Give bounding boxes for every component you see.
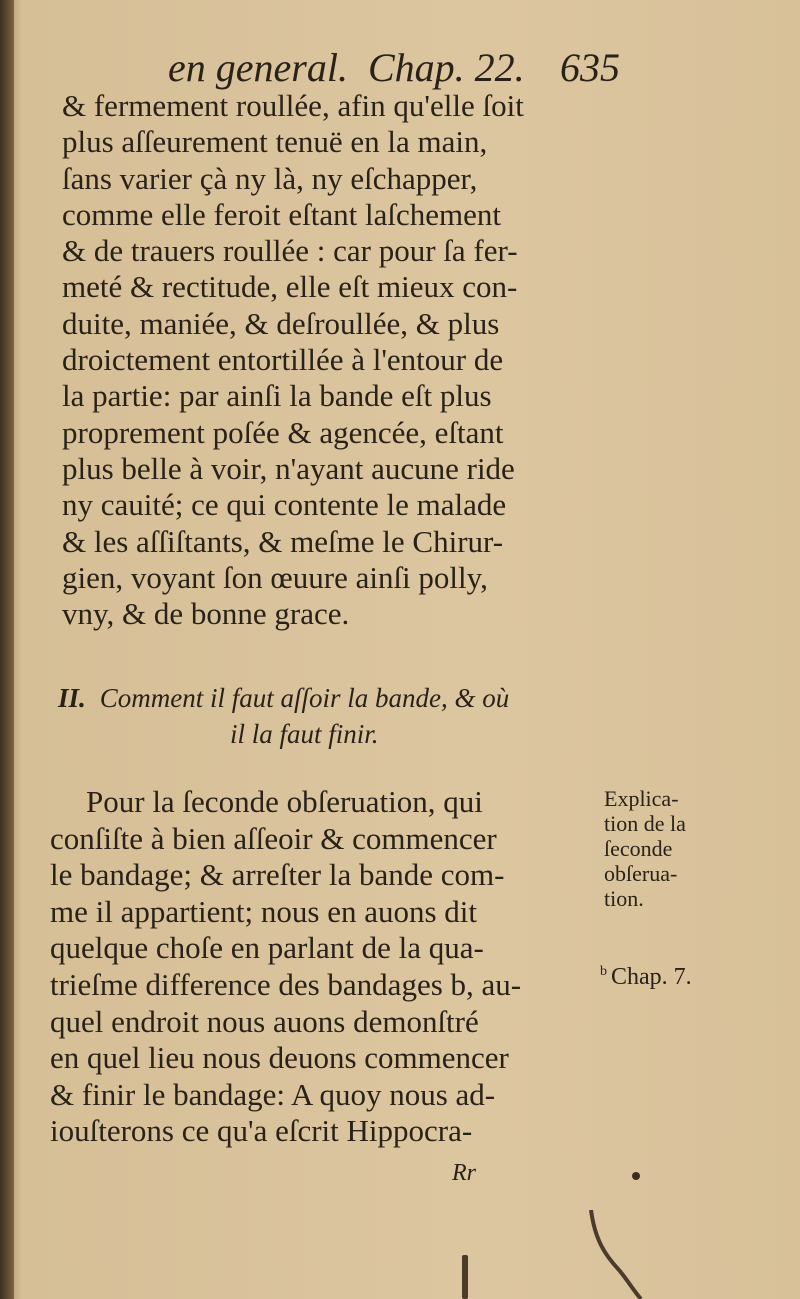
section-title-line-2: il la faut finir. [230, 719, 379, 749]
text-line: & les aſſiſtants, & meſme le Chirur- [62, 523, 504, 559]
running-header [168, 44, 638, 94]
text-line: droictement entortillée à l'entour de [62, 342, 504, 378]
margin-note-line: obſerua- [604, 861, 678, 886]
section-number: II. [58, 683, 86, 713]
text-line: plus belle à voir, n'ayant aucune ride [62, 450, 515, 486]
text-line: comme elle feroit eſtant laſchement [62, 196, 501, 232]
margin-note-line: ſeconde [604, 836, 673, 861]
text-line: trieſme difference des bandages b, au- [50, 966, 522, 1002]
text-line: la partie: par ainſi la bande eſt plus [62, 378, 492, 414]
header-title: en general. [168, 45, 348, 90]
signature-mark: Rr [452, 1160, 476, 1186]
text-line: iouſterons ce qu'a eſcrit Hippocra- [50, 1113, 473, 1149]
section-heading [58, 680, 628, 752]
text-line: quel endroit nous auons demonſtré [50, 1003, 479, 1039]
text-line: plus aſſeurement tenuë en la main, [62, 124, 488, 160]
paragraph-2 [50, 784, 610, 1150]
text-line: le bandage; & arreſter la bande com- [50, 857, 505, 893]
text-line: meté & rectitude, elle eſt mieux con- [62, 269, 518, 305]
header-chapter: Chap. 22. [368, 45, 525, 90]
margin-note-line: Explica- [604, 786, 679, 811]
section-title-line-1: Comment il faut aſſoir la bande, & où [99, 683, 510, 713]
book-spine [0, 0, 14, 1299]
margin-note [604, 786, 734, 911]
side-reference-marker: b [600, 964, 607, 979]
side-reference [600, 964, 692, 991]
text-line: Pour la ſeconde obſeruation, qui [86, 784, 483, 819]
text-line: en quel lieu nous deuons commencer [50, 1040, 509, 1076]
text-line: vny, & de bonne grace. [62, 596, 350, 632]
text-line: & fermement roullée, afin qu'elle ſoit [62, 88, 524, 123]
text-line: conſiſte à bien aſſeoir & commencer [50, 820, 497, 856]
text-line: me il appartient; nous en auons dit [50, 893, 478, 929]
text-line: & finir le bandage: A quoy nous ad- [50, 1076, 496, 1112]
binding-thread-vertical [462, 1255, 468, 1299]
page-number: 635 [560, 45, 620, 90]
text-line: & de trauers roullée : car pour ſa fer- [62, 233, 518, 269]
text-line: gien, voyant ſon œuure ainſi polly, [62, 559, 488, 595]
paragraph-1 [62, 88, 622, 632]
margin-note-line: tion. [604, 886, 644, 911]
text-line: ſans varier çà ny là, ny eſchapper, [62, 160, 478, 196]
binding-thread [585, 1210, 645, 1299]
ink-dot [632, 1172, 640, 1180]
side-reference-text: Chap. 7. [611, 964, 692, 990]
margin-note-line: tion de la [604, 811, 686, 836]
text-line: quelque choſe en parlant de la qua- [50, 930, 484, 966]
text-line: duite, maniée, & deſroullée, & plus [62, 305, 500, 341]
text-line: ny cauité; ce qui contente le malade [62, 487, 507, 523]
text-line: proprement poſée & agencée, eſtant [62, 414, 504, 450]
